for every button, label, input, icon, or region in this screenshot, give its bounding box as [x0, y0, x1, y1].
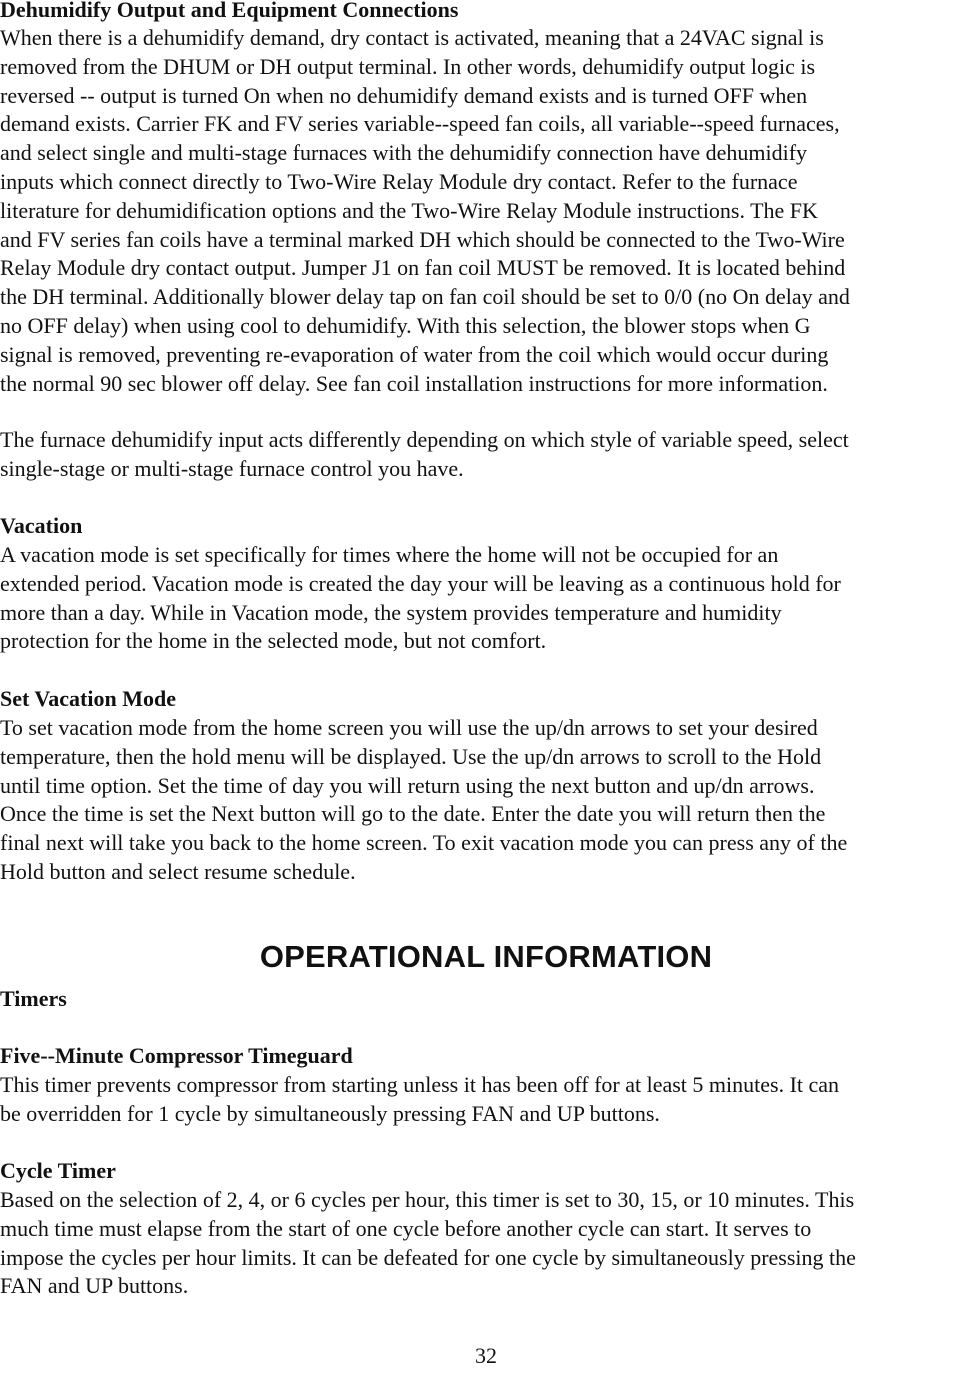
text-line: Once the time is set the Next button will go to the date. Enter the date you will return then the	[0, 801, 826, 827]
text-line: reversed -- output is turned On when no dehumidify demand exists and is turned OFF when	[0, 82, 808, 108]
text-line: The furnace dehumidify input acts differently depending on which style of variable speed, select	[0, 427, 849, 452]
text-line: temperature, then the hold menu will be displayed. Use the up/dn arrows to scroll to the Hold	[0, 743, 822, 769]
dehumidify-heading: Dehumidify Output and Equipment Connections	[0, 0, 459, 22]
text-line: When there is a dehumidify demand, dry contact is activated, meaning that a 24VAC signal is	[0, 25, 824, 50]
timers-heading: Timers	[0, 986, 67, 1011]
text-line: FAN and UP buttons.	[0, 1273, 189, 1299]
text-line: more than a day. While in Vacation mode, the system provides temperature and humidity	[0, 599, 782, 625]
text-line: removed from the DHUM or DH output terminal. In other words, dehumidify output logic is	[0, 53, 816, 79]
timeguard-heading: Five--Minute Compressor Timeguard	[0, 1043, 353, 1068]
dehumidify-paragraph-2	[0, 426, 972, 484]
page-number: 32	[475, 1343, 497, 1368]
text-line: much time must elapse from the start of one cycle before another cycle can start. It serves to	[0, 1215, 812, 1241]
cycle-timer-paragraph	[0, 1186, 972, 1301]
set-vacation-paragraph	[0, 714, 972, 887]
text-line: Relay Module dry contact output. Jumper J1 on fan coil MUST be removed. It is located behind	[0, 255, 846, 281]
text-line: the DH terminal. Additionally blower delay tap on fan coil should be set to 0/0 (no On delay and	[0, 284, 850, 310]
text-line: demand exists. Carrier FK and FV series variable--speed fan coils, all variable--speed furnaces,	[0, 111, 840, 137]
text-line: be overridden for 1 cycle by simultaneously pressing FAN and UP buttons.	[0, 1100, 660, 1126]
operational-information-title: OPERATIONAL INFORMATION	[259, 939, 713, 974]
vacation-heading: Vacation	[0, 513, 83, 538]
set-vacation-heading: Set Vacation Mode	[0, 686, 176, 711]
text-line: final next will take you back to the home screen. To exit vacation mode you can press any of the	[0, 830, 848, 856]
text-line: This timer prevents compressor from starting unless it has been off for at least 5 minutes. It can	[0, 1072, 840, 1097]
timeguard-paragraph	[0, 1071, 972, 1129]
text-line: Hold button and select resume schedule.	[0, 858, 356, 884]
text-line: signal is removed, preventing re-evaporation of water from the coil which would occur during	[0, 341, 829, 367]
text-line: Based on the selection of 2, 4, or 6 cycles per hour, this timer is set to 30, 15, or 10 minutes. This	[0, 1187, 855, 1212]
text-line: and select single and multi-stage furnaces with the dehumidify connection have dehumidify	[0, 140, 808, 166]
text-line: until time option. Set the time of day you will return using the next button and up/dn arrows.	[0, 772, 815, 798]
cycle-timer-heading: Cycle Timer	[0, 1158, 116, 1183]
text-line: single-stage or multi-stage furnace control you have.	[0, 455, 464, 481]
text-line: inputs which connect directly to Two-Wire Relay Module dry contact. Refer to the furnace	[0, 168, 798, 194]
dehumidify-paragraph-1	[0, 24, 972, 398]
vacation-paragraph	[0, 541, 972, 656]
text-line: To set vacation mode from the home screen you will use the up/dn arrows to set your desired	[0, 715, 818, 740]
text-line: extended period. Vacation mode is created the day your will be leaving as a continuous hold for	[0, 570, 841, 596]
text-line: no OFF delay) when using cool to dehumidify. With this selection, the blower stops when G	[0, 312, 811, 338]
text-line: the normal 90 sec blower off delay. See fan coil installation instructions for more information.	[0, 370, 828, 396]
text-line: protection for the home in the selected mode, but not comfort.	[0, 628, 547, 654]
text-line: and FV series fan coils have a terminal marked DH which should be connected to the Two-Wire	[0, 226, 845, 252]
text-line: literature for dehumidification options and the Two-Wire Relay Module instructions. The FK	[0, 197, 818, 223]
text-line: A vacation mode is set specifically for times where the home will not be occupied for an	[0, 542, 779, 567]
text-line: impose the cycles per hour limits. It can be defeated for one cycle by simultaneously pressing the	[0, 1244, 856, 1270]
